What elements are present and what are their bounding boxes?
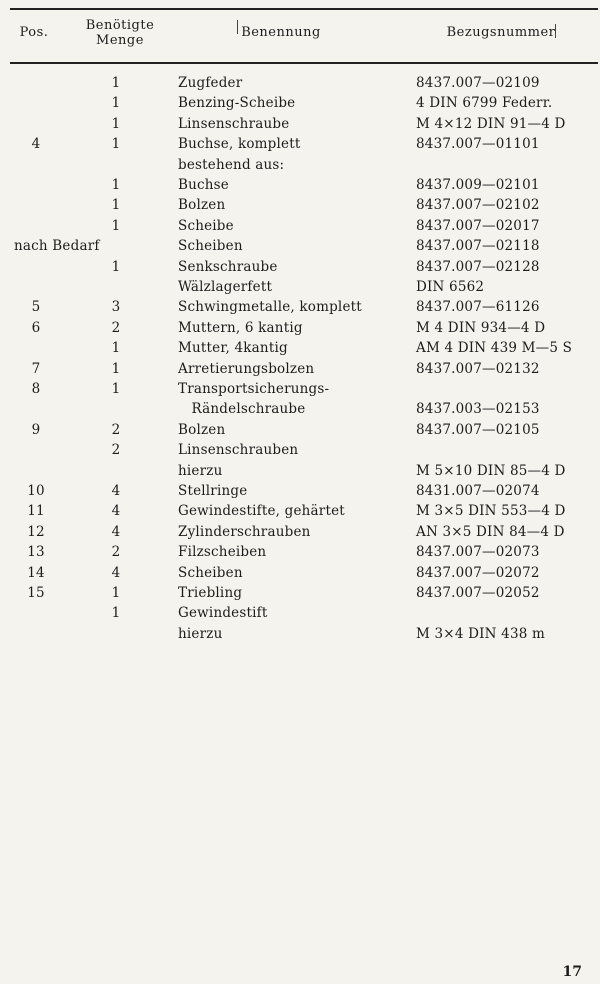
table-row: [0, 379, 600, 399]
designation-cell: Zugfeder: [178, 75, 243, 91]
header-tick-mark: [555, 24, 556, 38]
table-row: [0, 338, 600, 358]
designation-cell: Rändelschraube: [178, 401, 306, 418]
top-rule: [10, 8, 598, 10]
designation-cell: Scheiben: [178, 564, 243, 581]
reference-number-cell: 4 DIN 6799 Federr.: [416, 95, 553, 112]
designation-cell: Linsenschraube: [178, 115, 290, 132]
reference-number-cell: DIN 6562: [416, 279, 485, 295]
reference-number-cell: 8437.007—01101: [416, 136, 540, 153]
pos-cell: 14: [27, 564, 45, 581]
reference-number-cell: M 4×12 DIN 91—4 D: [416, 115, 566, 132]
table-row: [0, 359, 600, 379]
reference-number-cell: AM 4 DIN 439 M—5 S: [416, 340, 573, 357]
designation-cell: Scheibe: [178, 217, 234, 234]
designation-cell: Mutter, 4kantig: [178, 340, 288, 357]
designation-cell: Filzscheiben: [178, 544, 267, 561]
table-row: [0, 563, 600, 583]
quantity-cell: 1: [111, 605, 121, 622]
pos-cell: 12: [27, 523, 45, 540]
quantity-cell: 1: [111, 197, 121, 214]
quantity-cell: 4: [111, 523, 121, 540]
quantity-cell: 2: [111, 442, 121, 459]
designation-cell: Bolzen: [178, 197, 226, 214]
designation-cell: hierzu: [178, 462, 223, 479]
designation-cell: Benzing-Scheibe: [178, 95, 296, 112]
header-benennung: Benennung: [241, 25, 321, 40]
quantity-cell: 2: [111, 544, 121, 561]
table-row: [0, 73, 600, 93]
reference-number-cell: 8437.007—02052: [416, 585, 540, 601]
table-row: [0, 257, 600, 277]
quantity-cell: 1: [111, 360, 121, 377]
table-row: [0, 297, 600, 317]
designation-cell: Senkschraube: [178, 258, 278, 275]
designation-cell: Muttern, 6 kantig: [178, 319, 303, 336]
designation-cell: hierzu: [178, 625, 223, 642]
reference-number-cell: 8437.007—02109: [416, 75, 540, 91]
quantity-cell: 1: [111, 136, 121, 153]
table-row: [0, 440, 600, 460]
reference-number-cell: 8437.007—02017: [416, 217, 540, 234]
quantity-cell: 1: [111, 585, 121, 601]
header-menge-line1: Benötigte: [85, 18, 155, 33]
reference-number-cell: 8437.007—02073: [416, 544, 540, 561]
table-row: [0, 501, 600, 521]
pos-cell: 5: [31, 299, 41, 316]
reference-number-cell: M 3×4 DIN 438 m: [416, 625, 546, 642]
header-bezugsnummer: Bezugsnummer: [446, 25, 556, 40]
reference-number-cell: 8437.007—02128: [416, 258, 540, 275]
table-row: [0, 624, 600, 644]
designation-cell: Stellringe: [178, 483, 248, 499]
designation-cell: Gewindestift: [178, 605, 268, 622]
pos-cell: 15: [27, 585, 45, 601]
quantity-cell: 1: [111, 177, 121, 193]
table-row: [0, 542, 600, 562]
designation-cell: Linsenschrauben: [178, 442, 299, 459]
table-row: [0, 522, 600, 542]
reference-number-cell: 8437.003—02153: [416, 401, 540, 418]
reference-number-cell: 8437.007—61126: [416, 299, 540, 316]
table-row: [0, 175, 600, 195]
table-row: [0, 134, 600, 154]
pos-cell: 6: [31, 319, 41, 336]
designation-cell: Schwingmetalle, komplett: [178, 299, 362, 316]
pos-cell: 11: [27, 503, 45, 520]
quantity-cell: 3: [111, 299, 121, 316]
designation-cell: bestehend aus:: [178, 156, 285, 173]
quantity-cell: 1: [111, 258, 121, 275]
designation-cell: Bolzen: [178, 421, 226, 438]
reference-number-cell: 8437.009—02101: [416, 177, 540, 193]
table-row: [0, 583, 600, 603]
table-row: [0, 420, 600, 440]
table-row: [0, 481, 600, 501]
quantity-cell: 1: [111, 95, 121, 112]
reference-number-cell: 8437.007—02102: [416, 197, 540, 214]
quantity-cell: 1: [111, 115, 121, 132]
reference-number-cell: M 3×5 DIN 553—4 D: [416, 503, 566, 520]
reference-number-cell: 8437.007—02105: [416, 421, 540, 438]
pos-cell: 8: [31, 381, 41, 397]
designation-cell: Zylinderschrauben: [178, 523, 311, 540]
table-row: [0, 603, 600, 623]
quantity-cell: 1: [111, 75, 121, 91]
table-row: [0, 318, 600, 338]
header-pos: Pos.: [19, 25, 49, 40]
table-row: [0, 216, 600, 236]
quantity-cell: 4: [111, 483, 121, 499]
page-number: 17: [562, 964, 582, 980]
designation-cell: Buchse: [178, 177, 229, 193]
table-row: [0, 461, 600, 481]
pos-cell: 4: [31, 136, 41, 153]
designation-cell: Gewindestifte, gehärtet: [178, 503, 345, 520]
designation-cell: Scheiben: [178, 238, 243, 255]
designation-cell: Wälzlagerfett: [178, 279, 273, 295]
reference-number-cell: 8437.007—02132: [416, 360, 540, 377]
quantity-cell: 1: [111, 340, 121, 357]
quantity-cell: 4: [111, 503, 121, 520]
reference-number-cell: 8437.007—02072: [416, 564, 540, 581]
designation-cell: Triebling: [178, 585, 243, 601]
reference-number-cell: 8437.007—02118: [416, 238, 540, 255]
pos-cell: 10: [27, 483, 45, 499]
designation-cell: Transportsicherungs-: [178, 381, 330, 397]
header-tick-mark: [237, 20, 238, 34]
quantity-cell: 1: [111, 381, 121, 397]
header-rule: [10, 62, 598, 64]
reference-number-cell: M 5×10 DIN 85—4 D: [416, 462, 566, 479]
reference-number-cell: 8431.007—02074: [416, 483, 540, 499]
table-row: [0, 195, 600, 215]
header-menge-line2: Menge: [96, 33, 144, 48]
quantity-cell: 1: [111, 217, 121, 234]
reference-number-cell: M 4 DIN 934—4 D: [416, 319, 546, 336]
quantity-cell: 2: [111, 319, 121, 336]
pos-cell: nach Bedarf: [14, 238, 100, 255]
table-row: [0, 399, 600, 419]
pos-cell: 9: [31, 421, 41, 438]
table-row: [0, 93, 600, 113]
header-menge: [72, 18, 168, 48]
table-row: [0, 114, 600, 134]
table-row: [0, 277, 600, 297]
table-row: [0, 155, 600, 175]
quantity-cell: 4: [111, 564, 121, 581]
pos-cell: 7: [31, 360, 41, 377]
reference-number-cell: AN 3×5 DIN 84—4 D: [416, 523, 565, 540]
table-row: [0, 236, 600, 256]
pos-cell: 13: [27, 544, 45, 561]
designation-cell: Arretierungsbolzen: [178, 360, 315, 377]
designation-cell: Buchse, komplett: [178, 136, 301, 153]
quantity-cell: 2: [111, 421, 121, 438]
